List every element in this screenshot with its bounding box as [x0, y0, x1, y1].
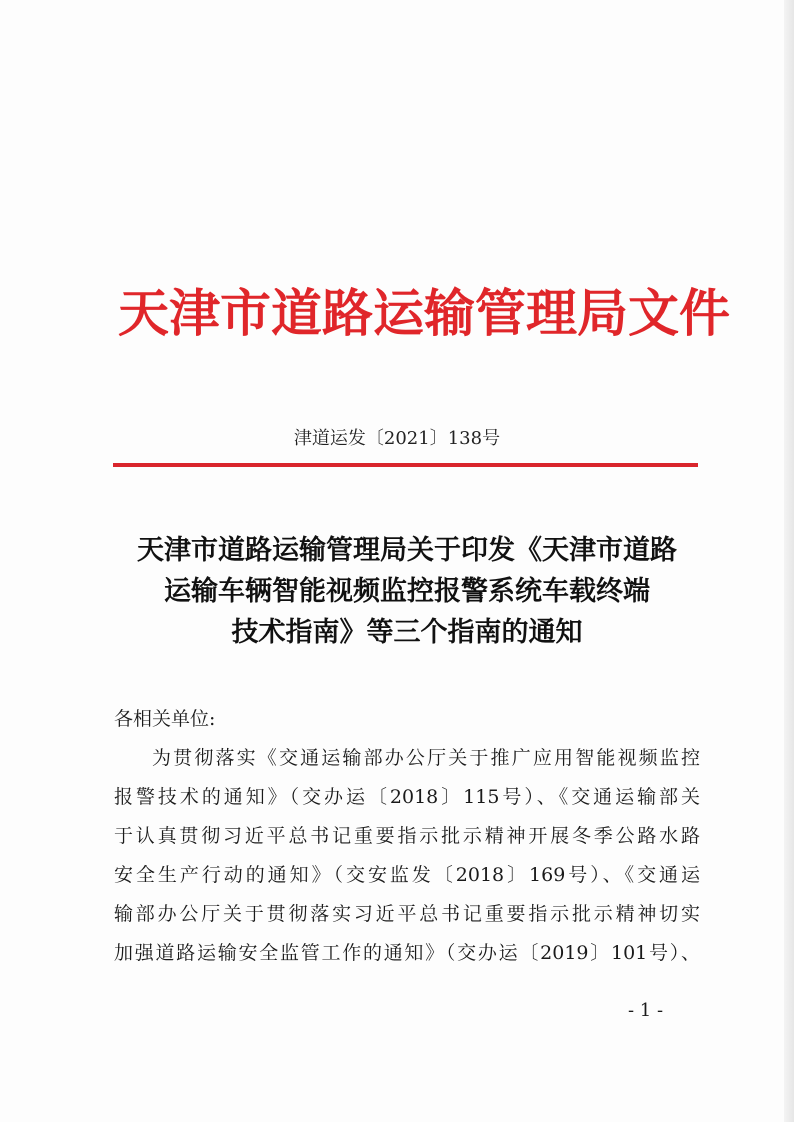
issuing-authority-header: 天津市道路运输管理局文件: [118, 284, 731, 344]
document-number: 津道运发〔2021〕138号: [293, 428, 501, 449]
body-line: 报警技术的通知》（交办运〔2018〕115号）、《交通运输部关: [114, 786, 700, 808]
page-number: - 1 -: [628, 1000, 664, 1021]
red-divider-line: [113, 463, 698, 467]
body-text: [114, 739, 700, 973]
body-line: 输部办公厅关于贯彻落实习近平总书记重要指示批示精神切实: [114, 903, 700, 925]
body-line: 加强道路运输安全监管工作的通知》（交办运〔2019〕101号）、: [114, 942, 700, 964]
notice-title-line: 运输车辆智能视频监控报警系统车载终端: [164, 576, 650, 607]
notice-title: [110, 530, 704, 653]
notice-title-line: 技术指南》等三个指南的通知: [231, 617, 583, 648]
notice-title-line: 天津市道路运输管理局关于印发《天津市道路: [137, 535, 677, 566]
body-line: 安全生产行动的通知》（交安监发〔2018〕169号）、《交通运: [114, 864, 700, 886]
salutation: 各相关单位:: [114, 708, 216, 730]
body-line: 于认真贯彻习近平总书记重要指示批示精神开展冬季公路水路: [114, 825, 700, 847]
scan-edge: [784, 0, 794, 1122]
body-line: 为贯彻落实《交通运输部办公厅关于推广应用智能视频监控: [152, 747, 700, 769]
